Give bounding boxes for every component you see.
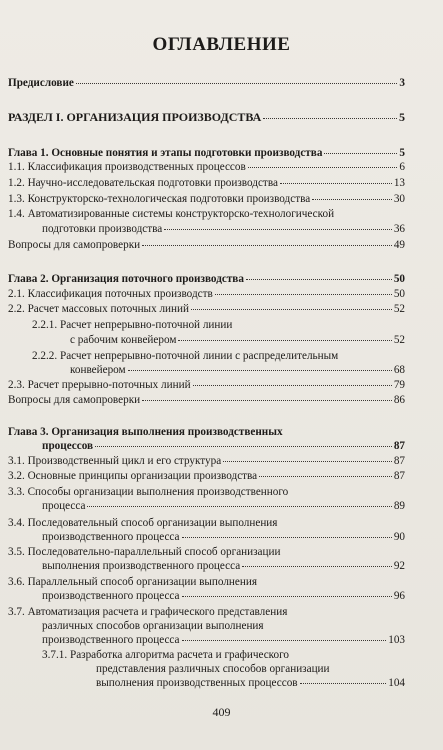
toc-entry-continuation: представления различных способов организации bbox=[96, 663, 330, 675]
toc-entry-text: 3.2. Основные принципы организации производства bbox=[8, 470, 258, 482]
toc-entry-page: 92 bbox=[393, 560, 405, 572]
toc-entry-page: 96 bbox=[393, 590, 405, 602]
toc-entry-page: 49 bbox=[393, 239, 405, 251]
toc-entry-page: 3 bbox=[399, 77, 405, 89]
toc-entry bbox=[42, 530, 405, 544]
toc-entry bbox=[42, 499, 405, 513]
toc-entry-page: 87 bbox=[393, 455, 405, 467]
toc-entry-continuation: с рабочим конвейером bbox=[70, 334, 177, 346]
toc-entry-page: 104 bbox=[388, 677, 405, 689]
toc-entry bbox=[8, 160, 405, 174]
toc-entry-page: 87 bbox=[393, 440, 405, 452]
toc-entry-continuation: различных способов организации выполнения bbox=[42, 620, 264, 632]
toc-entry-text: 3.3. Способы организации выполнения производственного bbox=[8, 486, 289, 498]
toc-entry-chapter-2 bbox=[8, 272, 405, 286]
toc-entry-continuation: производственного процесса bbox=[42, 590, 180, 602]
toc-entry-page: 30 bbox=[393, 193, 405, 205]
toc-entry-text: 2.3. Расчет прерывно-поточных линий bbox=[8, 379, 191, 391]
toc-entry bbox=[70, 363, 405, 377]
toc-entry-text: 3.7. Автоматизация расчета и графического представления bbox=[8, 606, 288, 618]
toc-entry bbox=[70, 333, 405, 347]
toc-entry-text: Глава 2. Организация поточного производства bbox=[8, 273, 244, 285]
toc-entry-page: 50 bbox=[393, 288, 405, 300]
toc-entry bbox=[42, 589, 405, 603]
toc-entry-page: 103 bbox=[388, 634, 405, 646]
toc-entry-continuation: выполнения производственного процесса bbox=[42, 560, 241, 572]
toc-entry-continuation: производственного процесса bbox=[42, 531, 180, 543]
toc-entry bbox=[8, 393, 405, 407]
toc-entry-continuation: подготовки производства bbox=[42, 223, 163, 235]
toc-entry-text: Глава 1. Основные понятия и этапы подготовки производства bbox=[8, 147, 323, 159]
toc-entry-section-1 bbox=[8, 110, 405, 124]
toc-entry-text: 3.1. Производственный цикл и его структура bbox=[8, 455, 222, 467]
toc-entry bbox=[42, 633, 405, 647]
toc-entry-continuation: конвейером bbox=[70, 364, 126, 376]
toc-entry-page: 90 bbox=[393, 531, 405, 543]
toc-entry-text: 2.2.1. Расчет непрерывно-поточной линии bbox=[32, 319, 233, 331]
toc-entry-page: 52 bbox=[393, 303, 405, 315]
toc-entry-text: 3.5. Последовательно-параллельный способ организации bbox=[8, 546, 281, 558]
toc-entry-text: 1.1. Классификация производственных процессов bbox=[8, 161, 246, 173]
toc-entry-text: 2.2.2. Расчет непрерывно-поточной линии с распределительным bbox=[32, 350, 339, 362]
toc-entry-page: 36 bbox=[393, 223, 405, 235]
toc-entry-text: Предисловие bbox=[8, 77, 74, 89]
page-number: 409 bbox=[212, 705, 231, 719]
toc-entry-continuation: процессов bbox=[42, 440, 94, 452]
toc-entry-chapter-3: Глава 3. Организация выполнения производственных bbox=[8, 426, 283, 438]
toc-entry-preface bbox=[8, 76, 405, 90]
toc-entry bbox=[8, 302, 405, 316]
toc-entry-text: 1.4. Автоматизированные системы конструкторско-технологической bbox=[8, 208, 335, 220]
toc-entry bbox=[42, 559, 405, 573]
toc-entry bbox=[8, 287, 405, 301]
toc-entry bbox=[8, 469, 405, 483]
toc-entry-page: 13 bbox=[393, 177, 405, 189]
toc-entry-text: 2.2. Расчет массовых поточных линий bbox=[8, 303, 189, 315]
toc-entry-text: Вопросы для самопроверки bbox=[8, 239, 141, 251]
toc-entry-page: 5 bbox=[399, 110, 405, 124]
toc-entry-continuation: производственного процесса bbox=[42, 634, 180, 646]
toc-entry-page: 50 bbox=[393, 273, 405, 285]
toc-entry bbox=[8, 454, 405, 468]
toc-entry-text: 1.2. Научно-исследовательская подготовки производства bbox=[8, 177, 278, 189]
toc-entry-page: 87 bbox=[393, 470, 405, 482]
toc-entry bbox=[8, 192, 405, 206]
toc-entry-page: 86 bbox=[393, 394, 405, 406]
toc-entry-text: 3.6. Параллельный способ организации выполнения bbox=[8, 576, 258, 588]
toc-entry-text: 3.7.1. Разработка алгоритма расчета и графического bbox=[42, 649, 290, 661]
toc-entry-page: 6 bbox=[399, 161, 405, 173]
toc-entry bbox=[8, 238, 405, 252]
toc-entry-continuation: выполнения производственных процессов bbox=[96, 677, 298, 689]
toc-entry-text: 2.1. Классификация поточных производств bbox=[8, 288, 213, 300]
toc-entry-continuation: процесса bbox=[42, 500, 86, 512]
toc-entry bbox=[42, 439, 405, 453]
toc-entry-chapter-1 bbox=[8, 146, 405, 160]
toc-entry-page: 79 bbox=[393, 379, 405, 391]
toc-entry-text: 3.4. Последовательный способ организации выполнения bbox=[8, 517, 278, 529]
toc-entry bbox=[96, 676, 405, 690]
toc-entry-page: 89 bbox=[393, 500, 405, 512]
toc-entry-text: 1.3. Конструкторско-технологическая подготовки производства bbox=[8, 193, 311, 205]
toc-entry-page: 5 bbox=[399, 147, 405, 159]
toc-entry bbox=[8, 378, 405, 392]
toc-entry-text: РАЗДЕЛ I. ОРГАНИЗАЦИЯ ПРОИЗВОДСТВА bbox=[8, 110, 262, 124]
toc-entry-page: 52 bbox=[393, 334, 405, 346]
toc-entry-text: Вопросы для самопроверки bbox=[8, 394, 141, 406]
toc-entry bbox=[42, 222, 405, 236]
toc-entry-page: 68 bbox=[393, 364, 405, 376]
page-title: ОГЛАВЛЕНИЕ bbox=[152, 34, 291, 55]
toc-entry bbox=[8, 176, 405, 190]
